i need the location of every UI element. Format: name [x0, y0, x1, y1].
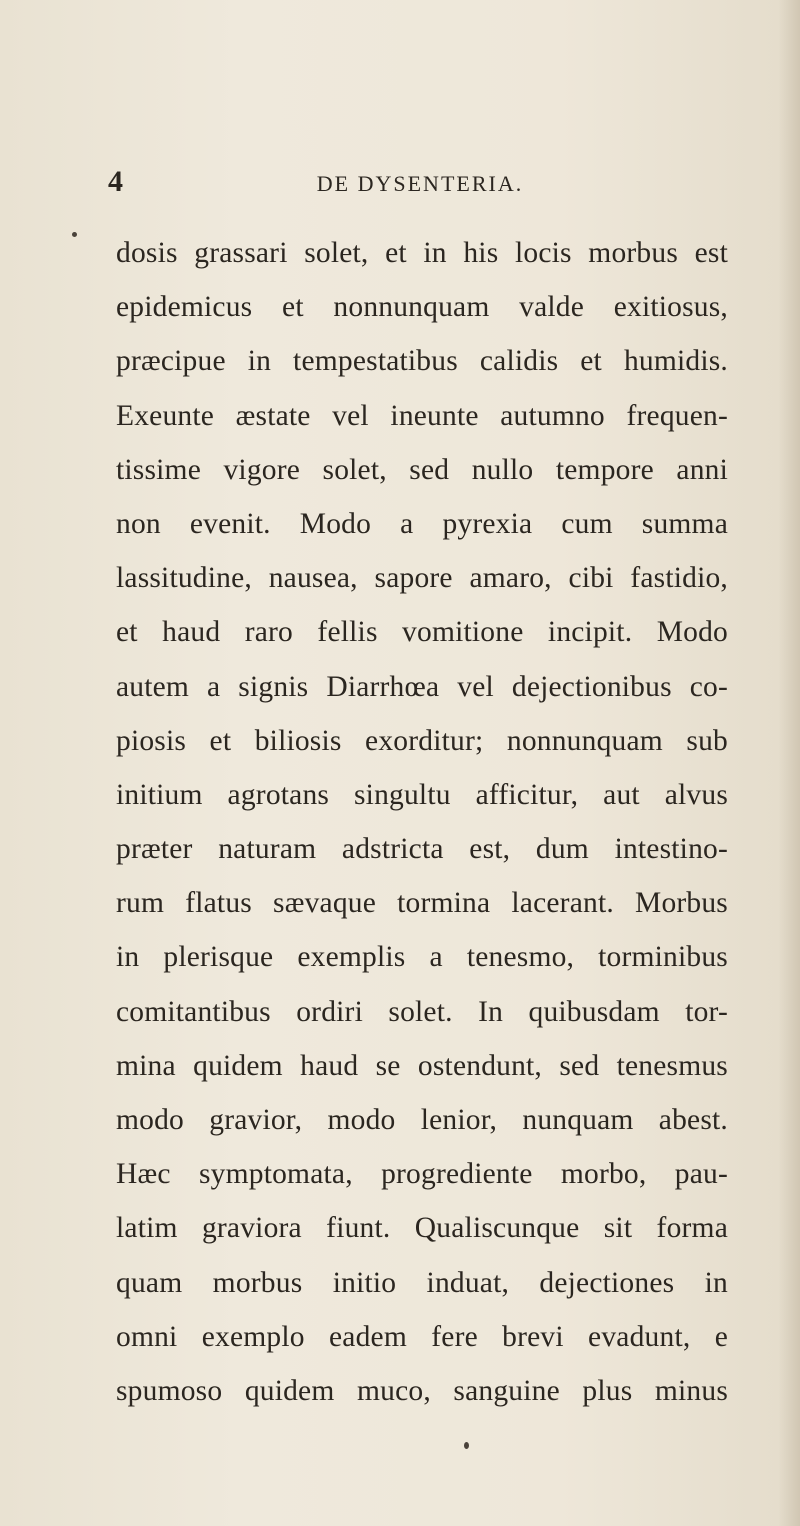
text-line: latim graviora fiunt. Qualiscunque sit forma [116, 1212, 728, 1245]
text-line: non evenit. Modo a pyrexia cum summa [116, 507, 728, 540]
text-line: rum flatus sævaque tormina lacerant. Morbus [116, 887, 728, 920]
text-line: epidemicus et nonnunquam valde exitiosus, [116, 291, 728, 324]
text-line: quam morbus initio induat, dejectiones in [116, 1266, 728, 1299]
ink-speck [72, 232, 77, 237]
text-line: in plerisque exemplis a tenesmo, torminibus [116, 941, 728, 974]
text-line: comitantibus ordiri solet. In quibusdam tor- [116, 995, 728, 1028]
text-line: dosis grassari solet, et in his locis morbus est [116, 237, 728, 269]
text-line: initium agrotans singultu afficitur, aut alvus [116, 778, 728, 811]
running-title: DE DYSENTERIA. [316, 171, 524, 196]
text-line: lassitudine, nausea, sapore amaro, cibi fastidio, [116, 562, 728, 595]
text-line: spumoso quidem muco, sanguine plus minus [116, 1374, 728, 1407]
text-line: Exeunte æstate vel ineunte autumno frequen- [116, 399, 728, 432]
text-line: Hæc symptomata, progrediente morbo, pau- [116, 1158, 728, 1191]
text-line: omni exemplo eadem fere brevi evadunt, e [116, 1320, 728, 1353]
text-line: autem a signis Diarrhœa vel dejectionibus co- [116, 670, 728, 703]
text-line: tissime vigore solet, sed nullo tempore anni [116, 453, 728, 486]
text-line: et haud raro fellis vomitione incipit. Modo [116, 616, 728, 649]
text-line: modo gravior, modo lenior, nunquam abest. [116, 1104, 728, 1136]
running-head [0, 162, 800, 202]
text-line: piosis et biliosis exorditur; nonnunquam sub [116, 724, 728, 757]
text-line: præter naturam adstricta est, dum intestino- [116, 833, 728, 866]
page-number: 4 [108, 165, 123, 198]
text-line: mina quidem haud se ostendunt, sed tenesmus [116, 1049, 728, 1082]
text-line: præcipue in tempestatibus calidis et humidis. [116, 345, 728, 378]
ink-speck [464, 1442, 469, 1449]
body-text [116, 226, 728, 1418]
